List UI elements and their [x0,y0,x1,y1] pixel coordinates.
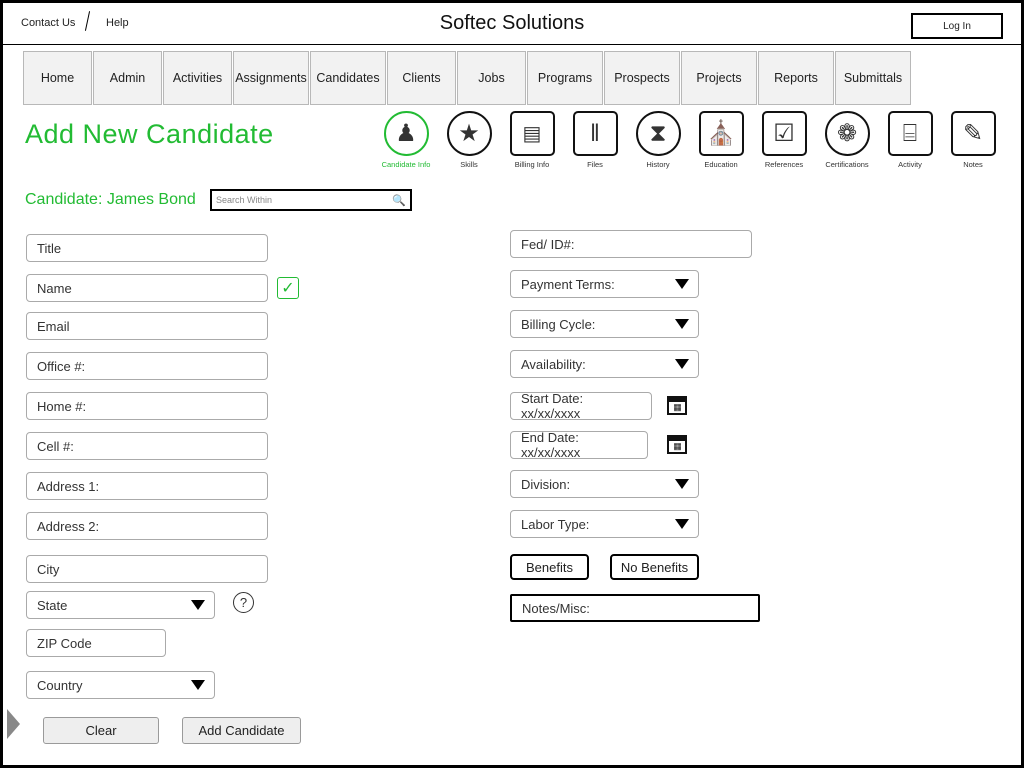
title-field-value: Title [37,240,62,256]
bank-icon-glyph: ⛪ [706,119,736,147]
cell-phone-field[interactable] [26,432,268,460]
pencil-icon [951,111,996,156]
end-date-field[interactable] [510,431,648,459]
name-field-value: Name [37,280,72,296]
email-field-value: Email [37,318,70,334]
nav-tab-clients[interactable]: Clients [387,51,456,105]
country-select[interactable] [26,671,215,699]
chevron-down-icon [675,519,689,529]
billing-cycle-select[interactable] [510,310,699,338]
chevron-down-icon [675,279,689,289]
end-date-value: End Date: xx/xx/xxxx [521,430,581,460]
title-field[interactable] [26,234,268,262]
section-label: Candidate Info [381,160,431,169]
address-2-field[interactable] [26,512,268,540]
nav-tab-prospects[interactable]: Prospects [604,51,680,105]
search-within-value: Search Within [216,195,273,205]
search-within-input[interactable] [210,189,412,211]
zip-code-value: ZIP Code [37,635,92,651]
section-label: Education [704,160,738,169]
nav-tab-candidates[interactable]: Candidates [310,51,386,105]
section-tab-history[interactable] [633,111,683,169]
nav-tab-reports[interactable]: Reports [758,51,834,105]
main-nav [23,51,912,105]
office-phone-value: Office #: [37,358,86,374]
hourglass-icon-glyph: ⧗ [649,119,667,147]
section-label: History [646,160,670,169]
nav-tab-projects[interactable]: Projects [681,51,757,105]
search-icon: 🔍 [392,194,406,207]
section-label: Files [587,160,603,169]
city-value: City [37,561,60,577]
pencil-icon-glyph: ✎ [962,119,984,147]
award-icon-glyph: ❁ [836,119,858,147]
state-select[interactable] [26,591,215,619]
address-2-value: Address 2: [37,518,100,534]
section-label: Activity [898,160,922,169]
payment-terms-value: Payment Terms: [521,276,615,292]
section-tab-candidate-info[interactable] [381,111,431,169]
page-title: Add New Candidate [25,119,274,149]
contact-us-link[interactable]: Contact Us [21,17,76,29]
clipboard-icon-glyph: ⌸ [902,119,918,147]
nav-tab-submittals[interactable]: Submittals [835,51,911,105]
section-tab-education[interactable] [696,111,746,169]
files-icon [573,111,618,156]
clipboard-icon [888,111,933,156]
start-date-field[interactable] [510,392,652,420]
no-benefits-button[interactable]: No Benefits [610,554,699,580]
award-icon [825,111,870,156]
section-tab-billing-info[interactable] [507,111,557,169]
nav-tab-activities[interactable]: Activities [163,51,232,105]
name-valid-check-icon: ✓ [277,277,299,299]
section-label: Certifications [825,160,869,169]
address-1-value: Address 1: [37,478,100,494]
availability-value: Availability: [521,356,586,372]
country-select-value: Country [37,677,83,693]
section-label: Billing Info [514,160,550,169]
section-tab-activity[interactable] [885,111,935,169]
brand-title: Softec Solutions [439,12,585,34]
notes-misc-value: Notes/Misc: [522,600,590,616]
log-in-button[interactable]: Log In [911,13,1003,39]
hourglass-icon [636,111,681,156]
star-icon [447,111,492,156]
section-label: Notes [963,160,983,169]
chevron-down-icon [191,600,205,610]
candidate-name-label: Candidate: James Bond [25,191,196,208]
email-field[interactable] [26,312,268,340]
fed-id-value: Fed/ ID#: [521,236,575,252]
add-candidate-button[interactable]: Add Candidate [182,717,301,744]
division-value: Division: [521,476,571,492]
checklist-icon-glyph: ☑ [773,119,795,147]
home-phone-value: Home #: [37,398,87,414]
person-icon [384,111,429,156]
state-help-icon[interactable]: ? [233,592,254,613]
nav-tab-jobs[interactable]: Jobs [457,51,526,105]
clear-button[interactable]: Clear [43,717,159,744]
office-phone-field[interactable] [26,352,268,380]
zip-code-field[interactable] [26,629,166,657]
top-bar [3,3,1021,45]
availability-select[interactable] [510,350,699,378]
bank-icon [699,111,744,156]
chevron-down-icon [675,319,689,329]
home-phone-field[interactable] [26,392,268,420]
cell-phone-value: Cell #: [37,438,74,454]
section-tab-certifications[interactable] [822,111,872,169]
nav-tab-home[interactable]: Home [23,51,92,105]
billing-cycle-value: Billing Cycle: [521,316,596,332]
nav-tab-assignments[interactable]: Assignments [233,51,309,105]
sidebar-expand-arrow-icon[interactable] [7,709,20,739]
checklist-icon [762,111,807,156]
section-label: Skills [460,160,478,169]
benefits-button[interactable]: Benefits [510,554,589,580]
name-field[interactable] [26,274,268,302]
division-select[interactable] [510,470,699,498]
labor-type-select[interactable] [510,510,699,538]
nav-tab-programs[interactable]: Programs [527,51,603,105]
billing-icon [510,111,555,156]
notes-misc-field[interactable] [510,594,760,622]
section-tab-notes[interactable] [948,111,998,169]
section-label: References [764,160,804,169]
start-date-value: Start Date: xx/xx/xxxx [521,391,584,421]
payment-terms-select[interactable] [510,270,699,298]
person-icon-glyph: ♟ [395,119,417,147]
state-select-value: State [37,597,68,613]
chevron-down-icon [191,680,205,690]
end-date-calendar-icon[interactable]: ▦ [667,435,687,454]
billing-icon-glyph: ▤ [522,122,542,145]
section-tab-files[interactable] [570,111,620,169]
nav-tab-admin[interactable]: Admin [93,51,162,105]
files-icon-glyph: ‖ [590,119,600,147]
fed-id-field[interactable] [510,230,752,258]
star-icon-glyph: ★ [458,119,480,147]
help-link[interactable]: Help [106,17,129,29]
start-date-calendar-icon[interactable]: ▦ [667,396,687,415]
section-tab-references[interactable] [759,111,809,169]
chevron-down-icon [675,359,689,369]
chevron-down-icon [675,479,689,489]
section-icon-strip [381,111,998,169]
labor-type-value: Labor Type: [521,516,590,532]
section-tab-skills[interactable] [444,111,494,169]
city-field[interactable] [26,555,268,583]
address-1-field[interactable] [26,472,268,500]
